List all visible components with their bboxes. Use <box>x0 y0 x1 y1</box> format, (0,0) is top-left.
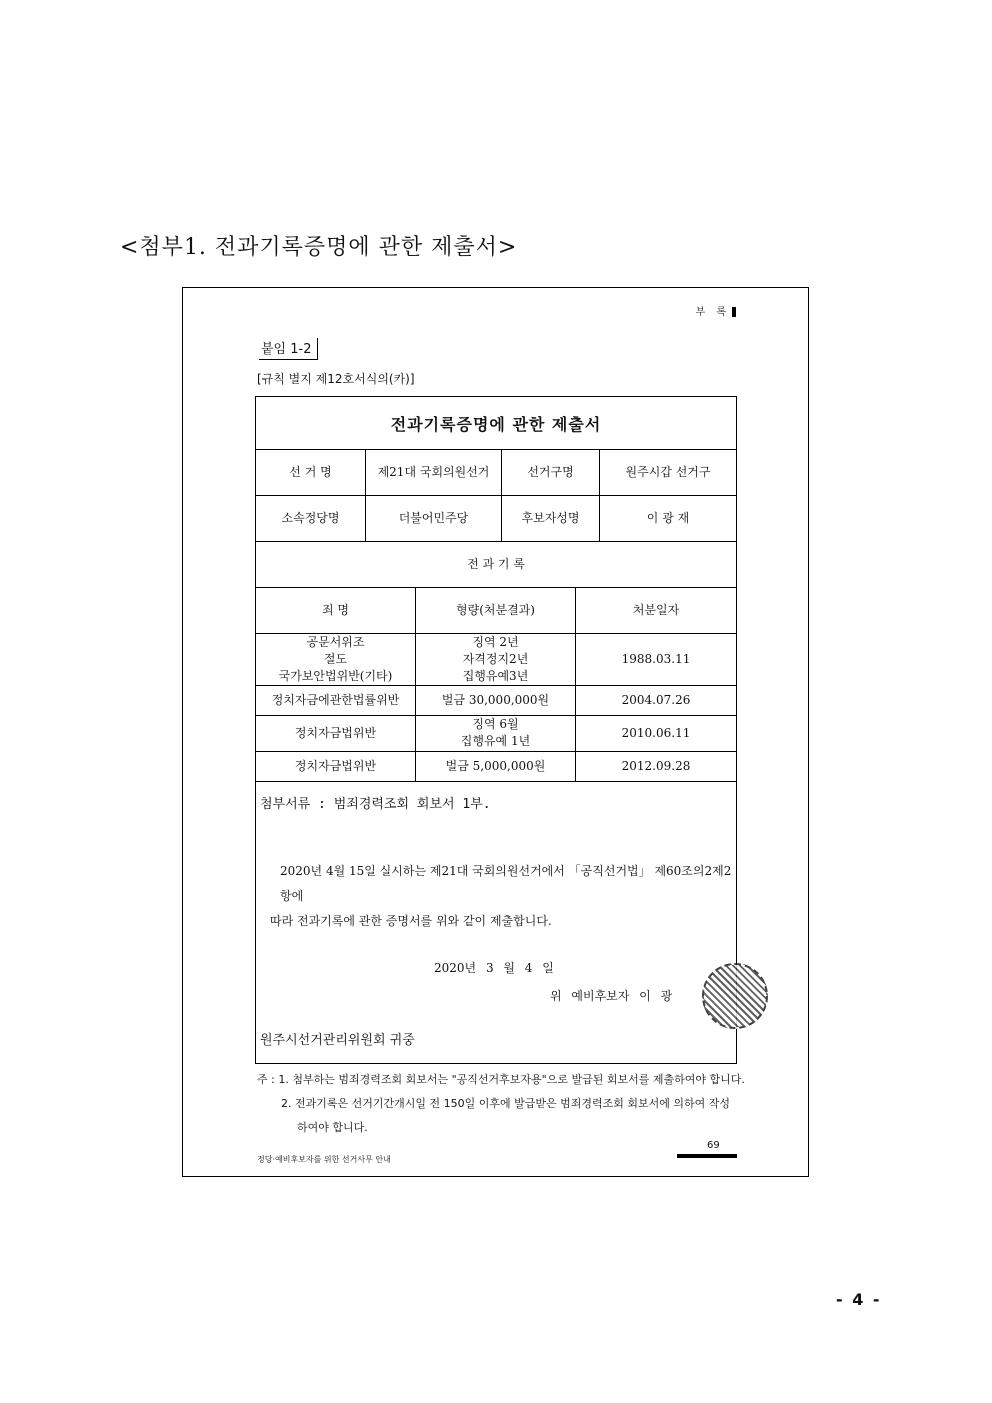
candidate-label: 후보자성명 <box>502 495 600 541</box>
col-sentence: 형량(처분결과) <box>416 587 576 633</box>
election-row <box>256 449 736 496</box>
constituency-label: 선 거 명 <box>256 449 366 495</box>
record-date: 1988.03.11 <box>621 651 691 666</box>
footnotes <box>257 1068 757 1140</box>
record-date: 2004.07.26 <box>621 692 691 707</box>
record-crime: 정치자금법위반 <box>256 751 416 781</box>
signer-line: 위 예비후보자 이 광 <box>550 989 673 1003</box>
record-sentence: 징역 6월 집행유예 1년 <box>416 715 576 751</box>
record-sentence: 벌금 5,000,000원 <box>416 751 576 781</box>
record-section-row <box>256 541 736 588</box>
page-number-bar <box>677 1154 737 1158</box>
candidate-row <box>256 495 736 542</box>
record-section-title: 전 과 기 록 <box>467 556 525 571</box>
record-header-row <box>256 587 736 634</box>
form-title: 전과기록증명에 관한 제출서 <box>256 397 736 450</box>
attachment-tag: 붙임 1-2 <box>259 338 318 360</box>
record-row <box>256 715 736 752</box>
statement-line: 2020년 4월 15일 실시하는 제21대 국회의원선거에서 「공직선거법」 제60조의2제2항에 <box>280 864 732 903</box>
party-value: 더불어민주당 <box>366 495 502 541</box>
recipient-line: 원주시선거관리위원회 귀중 <box>260 1033 415 1048</box>
inner-footer: 정당·예비후보자를 위한 선거사무 안내 <box>257 1155 391 1164</box>
constituency-value: 제21대 국회의원선거 <box>366 449 502 495</box>
record-date: 2012.09.28 <box>621 758 691 773</box>
statement-line: 따라 전과기록에 관한 증명서를 위와 같이 제출합니다. <box>270 914 552 928</box>
record-row <box>256 685 736 716</box>
footnote: 주 : 1. 첨부하는 범죄경력조회 회보서는 "공직선거후보자용"으로 발급된 회보서를 제출하여야 합니다. <box>257 1073 745 1086</box>
footnote: 2. 전과기록은 선거기간개시일 전 150일 이후에 발급받은 범죄경력조회 회보서에 의하여 작성 <box>281 1097 730 1110</box>
record-sentence: 벌금 30,000,000원 <box>416 685 576 715</box>
record-row <box>256 751 736 782</box>
document-page-number: - 4 - <box>836 1290 880 1309</box>
page-heading: <첨부1. 전과기록증명에 관한 제출서> <box>120 235 518 260</box>
record-crime: 공문서위조 절도 국가보안법위반(기타) <box>256 633 416 685</box>
party-label: 소속정당명 <box>256 495 366 541</box>
record-crime: 정치자금법위반 <box>256 715 416 751</box>
submission-form <box>255 396 737 1064</box>
record-crime: 정치자금에관한법률위반 <box>256 685 416 715</box>
inner-page-number: 69 <box>707 1140 720 1151</box>
footnote: 하여야 합니다. <box>297 1121 368 1134</box>
attachment-line: 첨부서류 : 범죄경력조회 회보서 1부. <box>260 797 491 812</box>
submission-date: 2020년 3 월 4 일 <box>434 961 554 975</box>
scanned-form-image <box>182 287 809 1177</box>
record-date: 2010.06.11 <box>621 725 691 740</box>
record-sentence: 징역 2년 자격정지2년 집행유예3년 <box>416 633 576 685</box>
seal-stamp <box>702 963 768 1029</box>
candidate-value: 이 광 재 <box>646 510 690 525</box>
district-label: 선거구명 <box>502 449 600 495</box>
appendix-label: 부 록 <box>696 303 737 318</box>
district-value: 원주시갑 선거구 <box>625 464 711 479</box>
record-row <box>256 633 736 686</box>
col-crime: 죄 명 <box>256 587 416 633</box>
col-date: 처분일자 <box>632 602 680 617</box>
rule-note: [규칙 별지 제12호서식의(카)] <box>257 372 415 386</box>
statement-text <box>270 859 740 934</box>
